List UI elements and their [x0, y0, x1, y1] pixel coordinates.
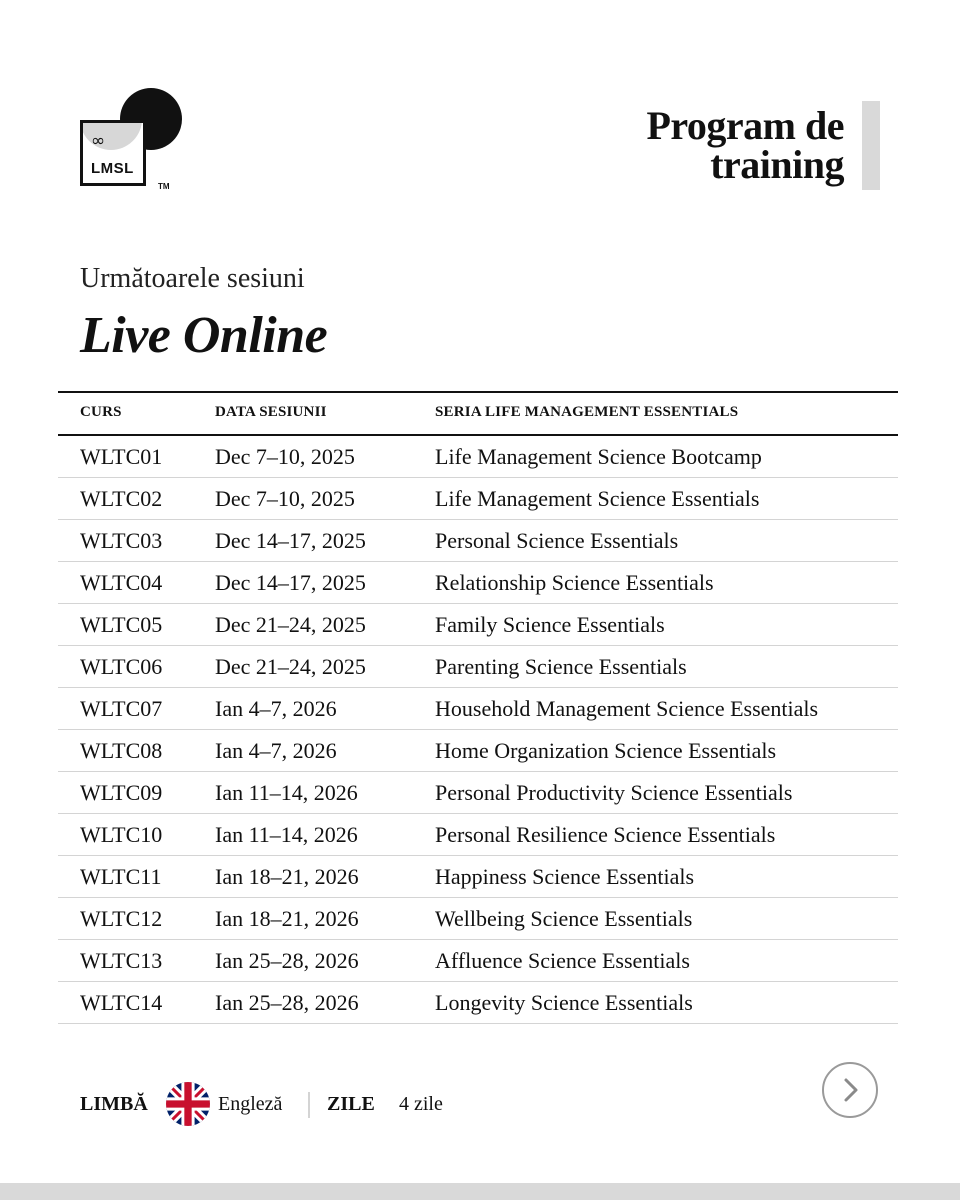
logo-overlap-shape — [80, 120, 142, 150]
session-date: Dec 21–24, 2025 — [215, 654, 366, 679]
course-code: WLTC11 — [80, 864, 162, 889]
logo-box — [80, 120, 146, 186]
course-code: WLTC02 — [80, 486, 163, 511]
column-header-course: CURS — [80, 404, 122, 420]
course-code: WLTC12 — [80, 906, 163, 931]
course-title: Affluence Science Essentials — [435, 948, 690, 973]
footer-divider — [308, 1092, 310, 1118]
section-subtitle: Următoarele sesiuni — [80, 263, 305, 294]
uk-flag-icon — [166, 1082, 210, 1126]
section-title: Live Online — [80, 307, 328, 364]
session-date: Ian 25–28, 2026 — [215, 948, 359, 973]
title-accent-bar — [862, 101, 880, 190]
session-date: Ian 11–14, 2026 — [215, 822, 358, 847]
course-title: Life Management Science Essentials — [435, 486, 760, 511]
course-code: WLTC08 — [80, 738, 163, 763]
table-row — [58, 436, 898, 478]
table-row — [58, 478, 898, 520]
course-title: Personal Science Essentials — [435, 528, 679, 553]
session-date: Ian 4–7, 2026 — [215, 738, 337, 763]
course-title: Personal Resilience Science Essentials — [435, 822, 776, 847]
table-row — [58, 688, 898, 730]
bottom-accent-bar — [0, 1183, 960, 1200]
table-row — [58, 856, 898, 898]
course-code: WLTC04 — [80, 570, 163, 595]
course-info-footer — [80, 1082, 880, 1126]
session-date: Ian 11–14, 2026 — [215, 780, 358, 805]
next-slide-button[interactable] — [822, 1062, 878, 1118]
page-title-line-1: Program de — [646, 103, 844, 148]
course-title: Home Organization Science Essentials — [435, 738, 777, 763]
course-code: WLTC01 — [80, 444, 163, 469]
course-title: Personal Productivity Science Essentials — [435, 780, 793, 805]
course-title: Life Management Science Bootcamp — [435, 444, 762, 469]
sessions-table — [58, 391, 898, 1024]
table-row — [58, 730, 898, 772]
course-code: WLTC06 — [80, 654, 163, 679]
course-title: Relationship Science Essentials — [435, 570, 714, 595]
course-code: WLTC07 — [80, 696, 163, 721]
course-title: Longevity Science Essentials — [435, 990, 693, 1015]
table-row — [58, 814, 898, 856]
chevron-right-icon — [836, 1076, 864, 1104]
session-date: Dec 7–10, 2025 — [215, 486, 355, 511]
course-title: Happiness Science Essentials — [435, 864, 695, 889]
course-code: WLTC09 — [80, 780, 163, 805]
days-label: ZILE — [327, 1093, 375, 1115]
language-value: Engleză — [218, 1093, 283, 1115]
course-title: Family Science Essentials — [435, 612, 665, 637]
table-row — [58, 940, 898, 982]
session-date: Dec 7–10, 2025 — [215, 444, 355, 469]
table-row — [58, 898, 898, 940]
infinity-icon: ∞ — [91, 131, 106, 151]
trademark-mark: TM — [158, 182, 170, 191]
session-date: Ian 18–21, 2026 — [215, 864, 359, 889]
course-code: WLTC14 — [80, 990, 163, 1015]
course-code: WLTC13 — [80, 948, 163, 973]
course-code: WLTC10 — [80, 822, 163, 847]
column-header-series: SERIA LIFE MANAGEMENT ESSENTIALS — [435, 404, 739, 420]
session-date: Ian 18–21, 2026 — [215, 906, 359, 931]
days-value: 4 zile — [399, 1093, 443, 1115]
course-code: WLTC05 — [80, 612, 163, 637]
course-title: Household Management Science Essentials — [435, 696, 819, 721]
page-title-line-2: training — [710, 142, 844, 187]
table-header — [58, 391, 898, 436]
language-label: LIMBĂ — [80, 1093, 148, 1115]
page-title — [646, 103, 844, 187]
logo-text: LMSL — [91, 160, 134, 177]
table-row — [58, 772, 898, 814]
session-date: Dec 21–24, 2025 — [215, 612, 366, 637]
lmsl-logo — [80, 88, 190, 192]
course-title: Wellbeing Science Essentials — [435, 906, 693, 931]
column-header-session-date: DATA SESIUNII — [215, 404, 327, 420]
table-row — [58, 646, 898, 688]
session-date: Ian 25–28, 2026 — [215, 990, 359, 1015]
table-row — [58, 520, 898, 562]
table-row — [58, 982, 898, 1024]
table-row — [58, 604, 898, 646]
course-code: WLTC03 — [80, 528, 163, 553]
session-date: Dec 14–17, 2025 — [215, 570, 366, 595]
session-date: Dec 14–17, 2025 — [215, 528, 366, 553]
table-row — [58, 562, 898, 604]
session-date: Ian 4–7, 2026 — [215, 696, 337, 721]
course-title: Parenting Science Essentials — [435, 654, 687, 679]
